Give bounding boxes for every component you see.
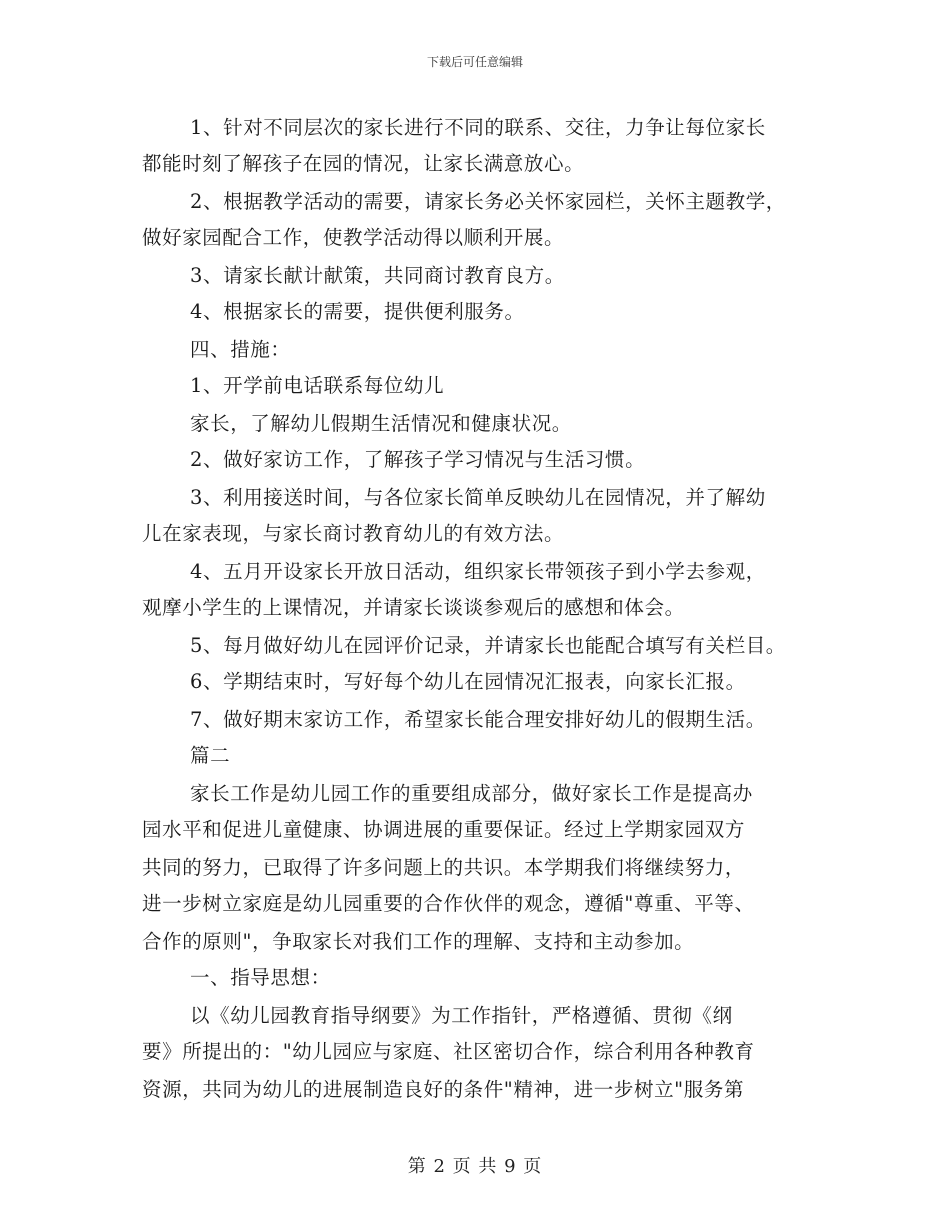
section-heading: 四、措施： <box>190 338 291 361</box>
paragraph-line: 5、每月做好幼儿在园评价记录，并请家长也能配合填写有关栏目。 <box>190 634 786 657</box>
paragraph-line: 进一步树立家庭是幼儿园重要的合作伙伴的观念，遵循"尊重、平等、 <box>142 892 755 915</box>
paragraph-line: 以《幼儿园教育指导纲要》为工作指针，严格遵循、贯彻《纲 <box>190 1004 733 1027</box>
paragraph-line: 2、做好家访工作，了解孩子学习情况与生活习惯。 <box>190 448 646 471</box>
paragraph-line: 家长工作是幼儿园工作的重要组成部分，做好家长工作是提高办 <box>190 782 753 805</box>
paragraph-line: 做好家园配合工作，使教学活动得以顺利开展。 <box>142 226 565 249</box>
paragraph-line: 3、请家长献计献策，共同商讨教育良方。 <box>190 264 565 287</box>
paragraph-line: 要》所提出的："幼儿园应与家庭、社区密切合作，综合利用各种教育 <box>142 1040 755 1063</box>
section-heading: 篇二 <box>190 744 231 767</box>
paragraph-line: 1、开学前电话联系每位幼儿 <box>190 374 445 397</box>
paragraph-line: 观摩小学生的上课情况，并请家长谈谈参观后的感想和体会。 <box>142 596 685 619</box>
paragraph-line: 7、做好期末家访工作，希望家长能合理安排好幼儿的假期生活。 <box>190 708 766 731</box>
section-heading: 一、指导思想： <box>190 966 331 989</box>
paragraph-line: 家长，了解幼儿假期生活情况和健康状况。 <box>190 412 572 435</box>
paragraph-line: 共同的努力，已取得了许多问题上的共识。本学期我们将继续努力， <box>142 856 746 879</box>
page-header: 下载后可任意编辑 <box>426 55 523 69</box>
paragraph-line: 4、根据家长的需要，提供便利服务。 <box>190 300 525 323</box>
paragraph-line: 3、利用接送时间，与各位家长简单反映幼儿在园情况，并了解幼 <box>190 486 766 509</box>
paragraph-line: 2、根据教学活动的需要，请家长务必关怀家园栏，关怀主题教学， <box>190 190 786 213</box>
page-number-footer: 第 2 页 共 9 页 <box>407 1156 543 1177</box>
paragraph-line: 资源，共同为幼儿的进展制造良好的条件"精神，进一步树立"服务第 <box>142 1078 745 1101</box>
paragraph-line: 6、学期结束时，写好每个幼儿在园情况汇报表，向家长汇报。 <box>190 670 746 693</box>
paragraph-line: 合作的原则"，争取家长对我们工作的理解、支持和主动参加。 <box>142 930 695 953</box>
paragraph-line: 4、五月开设家长开放日活动，组织家长带领孩子到小学去参观， <box>190 560 766 583</box>
paragraph-line: 1、针对不同层次的家长进行不同的联系、交往，力争让每位家长 <box>190 116 766 139</box>
paragraph-line: 儿在家表现，与家长商讨教育幼儿的有效方法。 <box>142 522 565 545</box>
paragraph-line: 都能时刻了解孩子在园的情况，让家长满意放心。 <box>142 152 585 175</box>
paragraph-line: 园水平和促进儿童健康、协调进展的重要保证。经过上学期家园双方 <box>142 818 746 841</box>
